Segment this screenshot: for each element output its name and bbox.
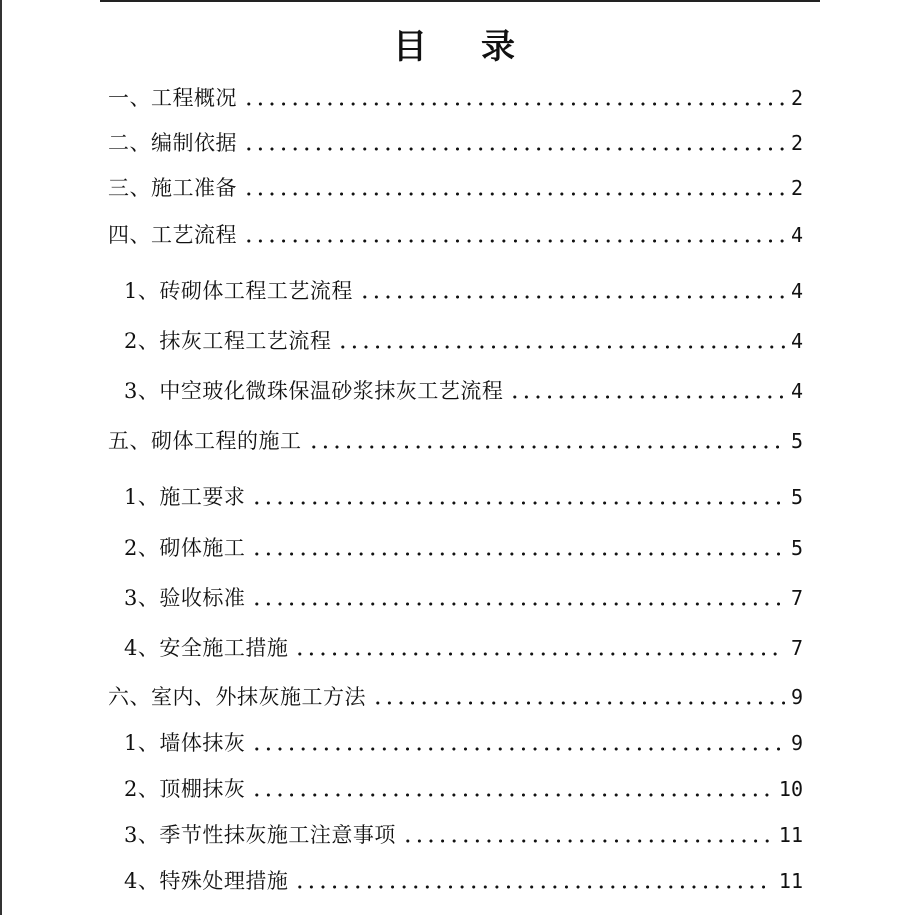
dot-leader: [243, 192, 785, 196]
toc-entry-page: 5: [790, 536, 803, 560]
dot-leader: [402, 839, 773, 843]
toc-entry-page: 7: [790, 586, 803, 610]
toc-title-char-2: 录: [481, 27, 517, 67]
toc-entry[interactable]: [124, 375, 803, 405]
toc-entry-page: 4: [790, 279, 803, 303]
toc-entry-label: 2、顶棚抹灰: [124, 777, 246, 801]
dot-leader: [509, 395, 785, 399]
toc-entry-label: 1、施工要求: [124, 485, 246, 509]
toc-entry[interactable]: [124, 865, 803, 895]
dot-leader: [251, 552, 785, 556]
dot-leader: [294, 885, 773, 889]
toc-entry-label: 2、抹灰工程工艺流程: [124, 329, 332, 353]
toc-entry[interactable]: [124, 727, 803, 757]
toc-entry-label: 3、季节性抹灰施工注意事项: [124, 823, 396, 847]
toc-entry-label: 六、室内、外抹灰施工方法: [108, 685, 366, 709]
dot-leader: [243, 102, 785, 106]
toc-entry-label: 1、砖砌体工程工艺流程: [124, 279, 353, 303]
toc-entry-page: 7: [790, 636, 803, 660]
toc-entry-page: 2: [790, 131, 803, 155]
toc-title-char-1: 目: [393, 27, 429, 67]
toc-entry[interactable]: [108, 219, 803, 249]
toc-entry-page: 2: [790, 86, 803, 110]
toc-title: [0, 26, 910, 68]
toc-entry-page: 11: [778, 823, 803, 847]
toc-entry-label: 五、砌体工程的施工: [108, 429, 302, 453]
dot-leader: [337, 345, 785, 349]
toc-entry-label: 一、工程概况: [108, 86, 237, 110]
dot-leader: [243, 239, 785, 243]
toc-entry-label: 1、墙体抹灰: [124, 731, 246, 755]
page-left-edge: [0, 0, 2, 915]
toc-entry-page: 10: [778, 777, 803, 801]
dot-leader: [294, 652, 785, 656]
toc-entry[interactable]: [124, 532, 803, 562]
toc-entry[interactable]: [124, 325, 803, 355]
dot-leader: [251, 602, 785, 606]
toc-entry-label: 四、工艺流程: [108, 223, 237, 247]
toc-entry[interactable]: [108, 82, 803, 112]
toc-entry-page: 2: [790, 176, 803, 200]
dot-leader: [251, 747, 785, 751]
toc-entry-label: 三、施工准备: [108, 176, 237, 200]
dot-leader: [308, 445, 785, 449]
toc-entry-page: 4: [790, 379, 803, 403]
toc-entry-label: 4、安全施工措施: [124, 636, 289, 660]
toc-entry[interactable]: [124, 481, 803, 511]
toc-entry-label: 2、砌体施工: [124, 536, 246, 560]
toc-entry-label: 3、验收标准: [124, 586, 246, 610]
toc-entry-label: 4、特殊处理措施: [124, 869, 289, 893]
toc-entry[interactable]: [124, 275, 803, 305]
toc-entry-page: 9: [790, 685, 803, 709]
toc-entry[interactable]: [108, 425, 803, 455]
dot-leader: [372, 701, 785, 705]
dot-leader: [243, 147, 785, 151]
toc-entry[interactable]: [124, 773, 803, 803]
toc-entry[interactable]: [108, 172, 803, 202]
toc-entry-label: 二、编制依据: [108, 131, 237, 155]
toc-entry-label: 3、中空玻化微珠保温砂浆抹灰工艺流程: [124, 379, 504, 403]
toc-entry[interactable]: [124, 582, 803, 612]
toc-entry-page: 4: [790, 223, 803, 247]
toc-entry-page: 5: [790, 485, 803, 509]
toc-entry[interactable]: [108, 127, 803, 157]
toc-entry-page: 11: [778, 869, 803, 893]
dot-leader: [251, 501, 785, 505]
toc-entry-page: 4: [790, 329, 803, 353]
toc-entry[interactable]: [124, 632, 803, 662]
dot-leader: [251, 793, 773, 797]
toc-entry-page: 9: [790, 731, 803, 755]
toc-entry[interactable]: [108, 681, 803, 711]
top-rule: [100, 0, 820, 2]
toc-entry[interactable]: [124, 819, 803, 849]
toc-entry-page: 5: [790, 429, 803, 453]
dot-leader: [359, 295, 785, 299]
